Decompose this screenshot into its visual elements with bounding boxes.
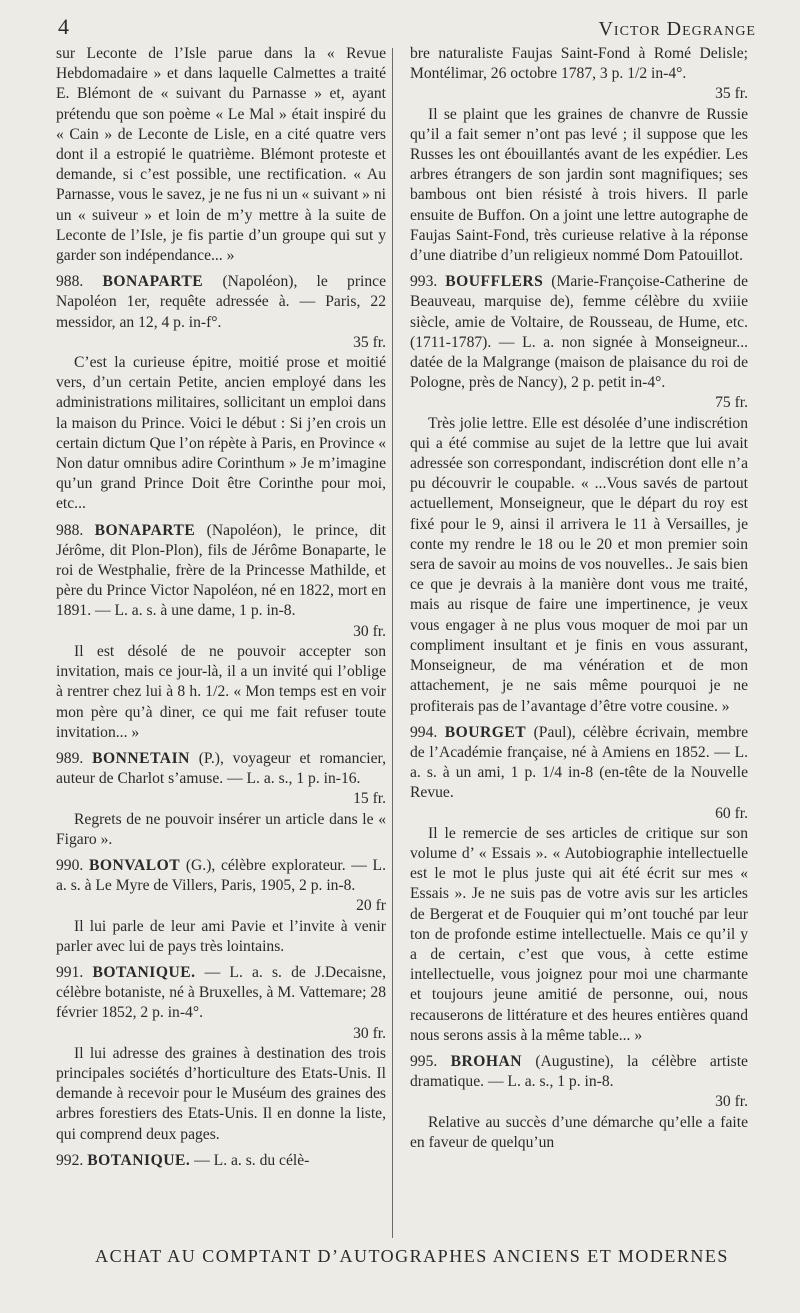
entry-price: 60 fr.	[715, 804, 748, 822]
entry-price: 30 fr.	[353, 1024, 386, 1042]
page-footer: ACHAT AU COMPTANT D’AUTOGRAPHES ANCIENS ET MODERNES	[95, 1246, 729, 1266]
entry-description: (Napoléon), le prince, dit Jérôme, dit Plon-Plon), fils de Jérôme Bonaparte, le roi de Westphalie, frère de la Princesse Mathilde, et père du Prince Victor Napoléon, né en 1822, mort en 1891. — L. a. s. à une dame, 1 p. in-8.	[56, 521, 387, 620]
catalog-entry	[56, 272, 386, 514]
entry-price: 30 fr.	[715, 1093, 748, 1111]
left-intro-text: sur Leconte de l’Isle parue dans la « Revue Hebdomadaire » et dans laquelle Calmettes a traité E. Blémont de « suivant du Parnasse » et, ayant prétendu que son poème « Le Mal » était inspiré du « Cain » de Leconte de Lisle, en a cité quatre vers dont il a estropié le quatrième. Blémont proteste et demande, si c’est possible, une rectification. « Au Parnasse, vous le savez, je ne fus ni un « suivant » ni un « suiveur » et loin de m’y mettre à la suite de Leconte de l’Isle, je fis partie d’un groupe qui sut y garder son indépendance... »	[56, 45, 387, 265]
entry-name: BOUFFLERS	[445, 273, 544, 291]
entry-description: (P.), voyageur et romancier, auteur de Charlot s’amuse. — L. a. s., 1 p. in-16.	[56, 749, 387, 788]
catalog-entry	[56, 521, 386, 743]
entry-name: BONAPARTE	[102, 273, 204, 291]
catalog-entry	[56, 749, 386, 850]
entry-body: Très jolie lettre. Elle est désolée d’une indiscrétion qui a été commise au sujet de la lettre que lui avait adressée son correspondant, indiscrétion dont elle n’a pu découvrir le coupable. « ...Vous savés de partout actuellement, Monseigneur, que le départ du roy est fixé pour le 9, ainsi il arrivera le 11 à Versailles, je conte my rendre le 18 ou le 20 et mon premier soin sera de savoir au moins de vos nouvelles.. Je sais bien ce que je devrais à la manière dont vous me traité, mais au risque de faire une impertinence, je veux vous engager à ne plus vous moquer de moi par un compliment insultant et je finis en vous assurant, Monseigneur, de ma vénération et de mon attachement, je ne sais même pourquoi je ne profiterais pas de l’avantage d’être votre cousine. »	[410, 414, 748, 715]
entry-price: 35 fr.	[353, 333, 386, 351]
entry-description: (G.), célèbre explorateur. — L. a. s. à Le Myre de Villers, Paris, 1905, 2 p. in-8.	[56, 856, 386, 895]
catalog-entry	[56, 963, 386, 1145]
entry-description: — L. a. s. du célè-	[194, 1151, 310, 1169]
entry-body: Regrets de ne pouvoir insérer un article dans le « Figaro ».	[56, 810, 386, 848]
entry-number: 990.	[56, 856, 84, 874]
entry-number: 993.	[410, 273, 438, 291]
entry-body: Il le remercie de ses articles de critique sur son volume d’ « Essais ». « Autobiographie intellectuelle est le mot le plus juste qui ait été écrit sur mes « Essais ». Je ne suis pas de votre avis sur les articles de Bergerat et de Fouquier qui m’ont touché par leur ton de profonde estime intellectuelle. Mais ce qu’il y a de certain, c’est que vous, à cette estime intellectuelle, vous joignez pour moi une charmante et toujours jeune amitié de personne, oui, nous recauserons de littérature et des heures entières quand nous serons assis à la même table... »	[410, 824, 748, 1044]
entry-number: 994.	[410, 723, 438, 741]
entry-number: 992.	[56, 1151, 84, 1169]
right-intro-text: bre naturaliste Faujas Saint-Fond à Romé Delisle; Montélimar, 26 octobre 1787, 3 p. 1/2 in-4°.	[410, 45, 748, 83]
entry-body: Il lui adresse des graines à destination des trois principales sociétés d’horticulture des Etats-Unis. Il demande à recevoir pour le Muséum des graines des arbres forestiers des Etats-Unis. Il en donne la liste, qui comprend deux pages.	[56, 1044, 386, 1143]
entry-number: 995.	[410, 1052, 438, 1070]
entry-name: BROHAN	[450, 1052, 523, 1070]
entry-price: 75 fr.	[715, 394, 748, 412]
entry-description: (Augustine), la célèbre artiste dramatique. — L. a. s., 1 p. in-8.	[410, 1052, 748, 1091]
entry-body: C’est la curieuse épitre, moitié prose et moitié vers, d’un certain Petite, ancien employé dans les administrations militaires, sollicitant un emploi dans la maison du Prince. Voici le début : Si j’en crois un certain dictum Que l’on répète à Paris, en Province « Non datur omnibus adire Corinthum » Je m’imagine qu’un grand Prince Doit être Corinthe pour moi, etc...	[56, 354, 386, 513]
entry-name: BONAPARTE	[94, 521, 196, 539]
catalog-entry	[410, 1052, 748, 1153]
entry-name: BOTANIQUE.	[87, 1151, 191, 1169]
entry-price: 30 fr.	[353, 622, 386, 640]
entry-description: (Napoléon), le prince Napoléon 1er, requête adressée à. — Paris, 22 messidor, an 12, 4 p. in-f°.	[56, 273, 386, 331]
entry-body: Il lui parle de leur ami Pavie et l’invite à venir parler avec lui de pays très lointains.	[56, 917, 386, 955]
column-divider	[392, 48, 393, 1238]
entry-body: Il se plaint que les graines de chanvre de Russie qu’il a fait semer n’ont pas levé ; il suppose que les Russes les ont ébouillantés avant de les expédier. Les arbres étrangers de son jardin sont magnifiques; ses bambous ont bien résisté à trois hivers. Il parle ensuite de Buffon. On a joint une lettre autographe de Faujas Saint-Fond, très curieuse relative à la réponse d’une diatribe d’un religieux nommé Dom Patouillot.	[410, 105, 748, 265]
entry-description: (Paul), célèbre écrivain, membre de l’Académie française, né à Amiens en 1852. — L. a. s. à un ami, 1 p. 1/4 in-8 (en-tête de la Nouvelle Revue.	[410, 723, 748, 802]
entry-number: 991.	[56, 963, 84, 981]
entry-price: 20 fr	[356, 897, 386, 915]
entry-name: BONVALOT	[88, 856, 181, 874]
entry-number: 988.	[56, 273, 84, 291]
entry-price: 15 fr.	[353, 790, 386, 808]
catalog-entry	[56, 856, 386, 957]
left-column	[56, 44, 386, 1171]
entry-name: BONNETAIN	[92, 749, 190, 767]
running-head: Victor Degrange	[598, 18, 756, 40]
catalog-entry	[56, 1151, 386, 1171]
entry-number: 988.	[56, 521, 84, 539]
entry-number: 989.	[56, 749, 84, 767]
entry-body: Il est désolé de ne pouvoir accepter son invitation, mais ce jour-là, il a un invité qui l’oblige à rentrer chez lui à 8 h. 1/2. « Mon temps est en voir mon père qu’à diner, ce qui me fait refuser toute invitation... »	[56, 642, 386, 741]
catalog-entry	[410, 272, 748, 716]
entry-description: — L. a. s. de J.Decaisne, célèbre botaniste, né à Bruxelles, à M. Vattemare; 28 février 1852, 2 p. in-4°.	[56, 963, 386, 1022]
entry-name: BOTANIQUE.	[92, 963, 196, 981]
entry-price: 35 fr.	[715, 85, 748, 103]
catalog-entry	[410, 723, 748, 1046]
right-column	[410, 44, 748, 1153]
entry-body: Relative au succès d’une démarche qu’elle a faite en faveur de quelqu’un	[410, 1113, 748, 1151]
entry-name: BOURGET	[444, 723, 527, 741]
page-number: 4	[58, 14, 69, 39]
entry-description: (Marie-Françoise-Catherine de Beauveau, marquise de), femme célèbre du xviiie siècle, amie de Voltaire, de Rousseau, de Hume, etc. (1711-1787). — L. a. non signée à Monseigneur... datée de la Malgrange (maison de plaisance du roi de Pologne, près de Nancy), 2 p. petit in-4°.	[410, 273, 748, 392]
